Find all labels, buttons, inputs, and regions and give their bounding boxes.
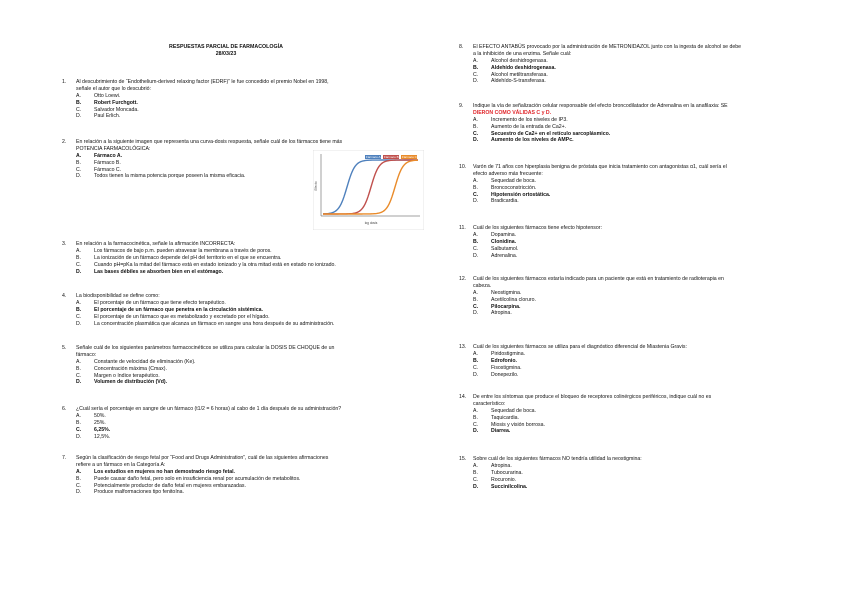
answer-options [76,93,139,121]
question-stem [76,241,235,248]
option-text: Incremento de los niveles de IP3. [491,116,568,123]
option-text: El porcentaje de un fármaco que es metabolizado y excretado por el hígado. [94,313,270,320]
option-letter: D. [76,268,82,275]
option-letter: C. [473,421,479,428]
option-c [76,167,245,174]
option-d [76,173,245,180]
option-a [473,351,525,358]
option-d [473,310,536,317]
option-letter: B. [473,414,478,421]
question-stem [76,345,334,359]
option-text: Alcohol metiltransferasa. [491,71,548,78]
stem-line: Cuál de los siguientes fármacos tiene efecto hipotensor: [473,225,602,231]
option-text: Edrofonio. [491,357,517,364]
question-number: 10. [459,164,467,170]
option-text: Rocuronio. [491,476,517,483]
option-letter: B. [76,99,82,106]
option-b [76,255,336,262]
answer-options [473,178,550,206]
stem-line: En relación a la farmacocinética, señale la afirmación INCORRECTA: [76,241,236,247]
option-d [473,484,527,491]
title-date: 28/03/23 [215,51,237,57]
option-text: Robert Furchgott. [94,99,138,106]
option-letter: B. [473,238,479,245]
option-letter: D. [473,78,479,85]
stem-line: Según la clasificación de riesgo fetal por “Food and Drugs Administration”, cuál de las siguientes afirmaciones [76,455,329,461]
option-letter: C. [76,426,82,433]
option-letter: D. [76,113,82,120]
option-c [76,427,110,434]
option-letter: D. [76,433,82,440]
option-b [473,185,550,192]
option-letter: B. [473,296,478,303]
option-b [76,100,139,107]
option-letter: D. [473,198,479,205]
option-letter: A. [473,177,478,184]
option-text: Taquicardia. [491,414,519,421]
stem-line: Varón de 71 años con hiperplasia benigna de próstata que inicia tratamiento con antagonistas α1, cuál sería el [473,164,727,170]
option-c [473,192,550,199]
answer-options [76,300,335,328]
answer-options [76,359,196,387]
option-text: El porcentaje de un fármaco que penetra en la circulación sistémica. [94,306,263,313]
stem-line: En relación a la siguiente imagen que representa una curva-dosis respuesta, señale cuál de los fármacos tiene más [76,139,343,145]
option-text: Neostigmina. [491,289,522,296]
x-axis-label: log dosis [364,221,378,225]
option-letter: B. [76,419,81,426]
option-a [76,300,335,307]
option-letter: D. [76,320,82,327]
option-text: Fármaco A. [94,152,123,159]
question-stem [473,344,687,351]
option-text: Todos tienen la misma potencia porque poseen la misma eficacia. [94,173,246,180]
option-letter: D. [473,137,479,144]
option-letter: A. [76,152,82,159]
answer-options [473,117,610,145]
option-c [473,246,518,253]
option-letter: C. [76,313,82,320]
option-letter: B. [76,306,82,313]
dose-response-chart [313,150,424,230]
option-text: Puede causar daño fetal, pero solo en insuficiencia renal por acumulación de metabolitos. [94,475,301,482]
option-text: Diarrea. [491,428,511,435]
option-letter: B. [473,123,478,130]
option-text: Acetilcolina cloruro. [491,296,536,303]
question-number: 8. [459,44,464,50]
option-text: 6,25%. [94,426,111,433]
option-b [473,65,556,72]
option-letter: A. [473,407,478,414]
option-letter: A. [76,468,82,475]
option-a [76,469,300,476]
stem-line: Cuál de los siguientes fármacos se utiliza para el diagnóstico diferencial de Miastenia Gravis: [473,344,687,350]
option-letter: A. [473,289,478,296]
option-letter: C. [473,71,479,78]
option-text: Clonidina. [491,238,517,245]
stem-line: De entre los síntomas que produce el bloqueo de receptores colinérgicos periféricos, indique cuál no es [473,394,712,400]
stem-line: a la inhibición de una enzima. Señale cuál: [473,50,572,57]
option-letter: D. [473,483,479,490]
option-letter: B. [473,357,479,364]
option-text: Secuestro de Ca2+ en el retículo sarcoplásmico. [491,130,611,137]
option-text: Atropina. [491,310,512,317]
option-b [76,160,245,167]
question-stem [473,164,727,178]
option-text: La concentración plasmática que alcanza un fármaco en sangre una hora después de su administración. [94,320,335,327]
option-letter: A. [473,350,478,357]
option-text: Fármaco B. [94,159,121,166]
stem-line: refiere a un fármaco en la Categoría A: [76,461,166,468]
option-d [76,379,196,386]
question-number: 13. [459,344,467,350]
question-stem [76,293,160,300]
option-a [473,290,536,297]
option-text: Salvador Moncada. [94,106,139,113]
option-letter: B. [76,159,81,166]
legend-a-label: Fármaco A [366,155,381,160]
question-stem [473,44,741,58]
question-number: 1. [62,79,67,85]
answer-options [76,248,336,276]
option-letter: C. [76,106,82,113]
option-letter: A. [473,116,478,123]
y-axis-label: Efecto [314,181,318,191]
option-b [76,366,196,373]
option-text: Paul Erlich. [94,113,121,120]
option-letter: C. [76,261,82,268]
stem-line: La biodisponibilidad se define como: [76,293,160,299]
option-letter: C. [473,303,479,310]
option-b [473,470,527,477]
question-number: 5. [62,345,67,351]
option-c [473,477,527,484]
option-c [473,72,556,79]
stem-line: señale el autor que lo descubrió: [76,85,151,92]
option-a [76,248,336,255]
option-d [473,428,545,435]
option-letter: B. [76,475,81,482]
option-text: Produce malformaciones tipo fenitoína. [94,489,184,496]
option-letter: C. [473,191,479,198]
option-letter: B. [76,254,81,261]
option-c [473,365,525,372]
option-letter: C. [473,476,479,483]
option-letter: B. [473,184,478,191]
stem-line: El EFECTO ANTABÚS provocado por la administración de METRONIDAZOL junto con la ingesta de alcohol se debe [473,44,742,50]
option-text: Los fármacos de bajo p.m. pueden atravesar la membrana a través de poros. [94,247,272,254]
option-text: Otto Loewi. [94,92,121,99]
stem-line: POTENCIA FARMACOLÓGICA: [76,145,151,152]
answer-options [473,463,527,491]
stem-line: fármaco: [76,351,97,358]
option-letter: A. [76,358,81,365]
option-d [76,321,335,328]
question-stem [473,394,711,408]
option-d [473,78,556,85]
option-text: Fisostigmina. [491,364,522,371]
question-number: 2. [62,139,67,145]
option-text: Salbutamol. [491,245,519,252]
option-text: El porcentaje de un fármaco que tiene efecto terapéutico. [94,299,226,306]
option-text: Miosis y visión borrosa. [491,421,545,428]
option-text: 25%. [94,419,106,426]
option-b [76,476,300,483]
option-letter: A. [76,299,81,306]
legend-b [383,155,399,159]
option-letter: C. [76,166,82,173]
option-letter: D. [76,489,82,496]
option-d [76,113,139,120]
question-stem [473,276,724,290]
question-stem [76,455,328,469]
answer-options [76,153,245,181]
option-a [76,413,110,420]
option-b [473,297,536,304]
option-text: Bradicardia. [491,198,519,205]
option-letter: D. [473,252,479,259]
option-d [473,372,525,379]
option-letter: D. [473,428,479,435]
option-text: Broncoconstricción. [491,184,537,191]
stem-line: DIERON COMO VÁLIDAS C y D. [473,109,552,116]
option-letter: D. [76,379,82,386]
question-number: 4. [62,293,67,299]
answer-options [473,351,525,379]
option-letter: D. [473,371,479,378]
option-c [473,131,610,138]
document-title [146,44,306,58]
title-text: RESPUESTAS PARCIAL DE FARMACOLOGÍA [169,44,283,50]
option-a [473,178,550,185]
answer-options [473,408,545,436]
option-b [76,307,335,314]
option-a [76,359,196,366]
stem-line: Cuál de los siguientes fármacos estaría indicado para un paciente que está en tratamiento de radioterapia en [473,276,724,282]
option-text: Cuando pH=pKa la mitad del fármaco está en estado ionizado y la otra mitad está en estado no ionizado. [94,261,336,268]
option-c [76,107,139,114]
option-text: Volumen de distribución (Vd). [94,379,168,386]
question-number: 12. [459,276,467,282]
option-letter: C. [473,364,479,371]
option-letter: D. [473,310,479,317]
question-stem [76,406,341,413]
option-text: 12,5%. [94,433,111,440]
option-a [473,58,556,65]
option-d [76,269,336,276]
option-text: Alcohol deshidrogenasa. [491,57,548,64]
option-letter: A. [76,247,81,254]
question-stem [76,139,342,153]
stem-line: Sobre cuál de los siguientes fármacos NO tendría utilidad la neostigmina: [473,456,642,462]
option-text: Sequedad de boca. [491,407,536,414]
answer-options [473,58,556,86]
option-text: Donepezilo. [491,371,519,378]
option-text: Aldehído-S-transferasa. [491,78,546,85]
question-number: 14. [459,394,467,400]
question-number: 9. [459,103,464,109]
question-number: 6. [62,406,67,412]
option-a [473,117,610,124]
legend-a [365,155,381,159]
option-letter: A. [76,92,81,99]
option-d [76,434,110,441]
option-letter: A. [76,412,81,419]
option-letter: C. [473,130,479,137]
dose-response-figure [313,150,424,230]
option-text: Fármaco C. [94,166,122,173]
question-stem [76,79,329,93]
stem-line: Indique la vía de señalización celular responsable del efecto broncodilatador de Adrenalina en la anafilaxia: SE [473,103,728,109]
option-text: Margen o índice terapéutico. [94,372,160,379]
plot-area [319,154,420,216]
legend-c-label: Fármaco C [402,155,417,160]
option-text: Aldehído deshidrogenasa. [491,64,556,71]
legend-b-label: Fármaco B [384,155,399,160]
option-b [473,239,518,246]
answer-options [473,290,536,318]
question-number: 15. [459,456,467,462]
stem-line: ¿Cuál sería el porcentaje en sangre de un fármaco (t1/2 = 6 horas) al cabo de 1 día después de su administración? [76,406,342,412]
stem-line: característico: [473,400,506,407]
option-c [76,262,336,269]
option-text: Aumento de la entrada de Ca2+. [491,123,567,130]
option-a [473,408,545,415]
option-letter: C. [473,245,479,252]
option-a [76,153,245,160]
stem-line: Al descubrimiento de “Endothelium-derived relaxing factor (EDRF)” le fue concedido el premio Nobel en 1998, [76,79,329,85]
legend-c [401,155,418,159]
option-letter: D. [76,173,82,180]
stem-line: Señale cuál de los siguientes parámetros farmacocinéticos se utiliza para calcular la DOSIS DE CHOQUE de un [76,345,335,351]
option-text: La ionización de un fármaco depende del pH del territorio en el que se encuentra. [94,254,282,261]
option-text: Succinilcolina. [491,483,528,490]
option-letter: C. [76,372,82,379]
option-d [473,198,550,205]
option-letter: B. [76,365,81,372]
option-a [473,463,527,470]
option-letter: A. [473,231,478,238]
option-letter: A. [473,462,478,469]
answer-options [473,232,518,260]
question-stem [473,225,602,232]
option-text: Dopamina. [491,231,517,238]
stem-line: cabeza. [473,282,492,289]
option-text: 50%. [94,412,106,419]
option-c [473,422,545,429]
option-a [473,232,518,239]
question-stem [473,103,728,117]
option-text: Concentración máxima (Cmax). [94,365,167,372]
option-text: Hipotensión ortostática. [491,191,551,198]
option-text: Tubocurarina. [491,469,523,476]
option-d [473,137,610,144]
option-c [473,304,536,311]
option-text: Los estudios en mujeres no han demostrado riesgo fetal. [94,468,235,475]
option-d [473,253,518,260]
option-c [76,483,300,490]
option-text: Sequedad de boca. [491,177,536,184]
option-text: Adrenalina. [491,252,518,259]
option-b [76,420,110,427]
answer-options [76,413,110,441]
option-text: Constante de velocidad de eliminación (Ke). [94,358,196,365]
option-text: Las bases débiles se absorben bien en el estómago. [94,268,224,275]
option-d [76,489,300,496]
option-b [473,358,525,365]
option-text: Piridostigmina. [491,350,526,357]
option-text: Atropina. [491,462,512,469]
option-letter: B. [473,64,479,71]
question-stem [473,456,642,463]
option-c [76,373,196,380]
option-text: Potencialmente productor de daño fetal en mujeres embarazadas. [94,482,246,489]
option-c [76,314,335,321]
question-number: 7. [62,455,67,461]
option-text: Aumento de los niveles de AMPc. [491,137,574,144]
option-b [473,415,545,422]
option-text: Pilocarpina. [491,303,521,310]
question-number: 3. [62,241,67,247]
answer-options [76,469,300,497]
stem-line: efecto adverso más frecuente: [473,170,543,177]
option-letter: B. [473,469,478,476]
option-letter: C. [76,482,82,489]
option-a [76,93,139,100]
option-letter: A. [473,57,478,64]
question-number: 11. [459,225,466,231]
option-b [473,124,610,131]
